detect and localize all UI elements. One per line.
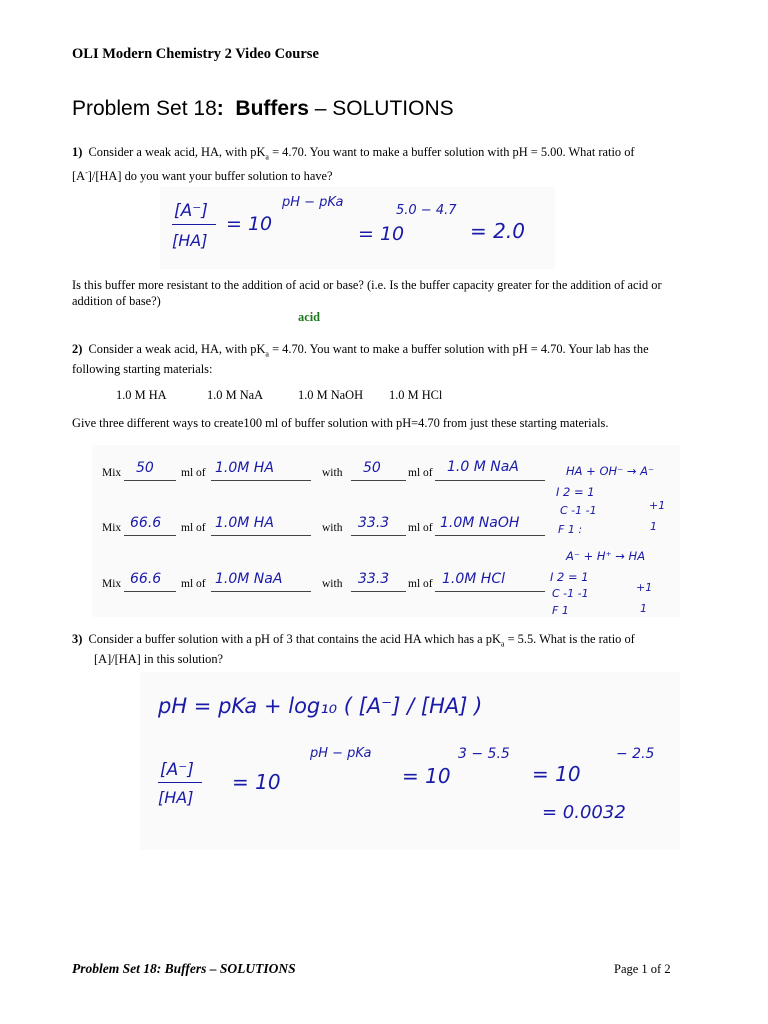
q3-hw-exp2: 3 − 5.5 bbox=[458, 746, 510, 762]
row1-volume-2: 50 bbox=[363, 460, 381, 476]
q3-text-c: [A]/[HA] in this solution? bbox=[94, 651, 224, 666]
row2-material-2: 1.0M NaOH bbox=[440, 515, 520, 531]
course-title: OLI Modern Chemistry 2 Video Course bbox=[72, 46, 319, 62]
ice1-change: C -1 -1 bbox=[560, 504, 597, 517]
row1-with-label: with bbox=[322, 467, 343, 479]
q1-hw-fraction-bar bbox=[172, 224, 216, 225]
q3-hw-denominator: [HA] bbox=[158, 788, 194, 807]
row3-volume-2: 33.3 bbox=[358, 571, 390, 587]
row3-mlof2-label: ml of bbox=[408, 578, 433, 590]
q1-handwritten-work bbox=[160, 187, 555, 269]
ice2-reaction: A⁻ + H⁺ → HA bbox=[566, 549, 646, 563]
q2-text-a: Consider a weak acid, HA, with pK bbox=[88, 342, 266, 356]
question-2-text bbox=[72, 342, 702, 377]
q3-hw-numerator: [A⁻] bbox=[160, 760, 194, 780]
title-topic: Buffers bbox=[235, 97, 309, 120]
q1-follow-b: addition of base?) bbox=[72, 293, 161, 308]
q1-text-a: Consider a weak acid, HA, with pK bbox=[88, 145, 266, 159]
row2-mlof2-label: ml of bbox=[408, 522, 433, 534]
ice1-reaction: HA + OH⁻ → A⁻ bbox=[566, 464, 655, 478]
ice2-change-right: +1 bbox=[636, 581, 653, 594]
title-colon: : bbox=[216, 97, 224, 120]
material-1: 1.0 M HA bbox=[116, 388, 167, 402]
q3-hw-exp3: − 2.5 bbox=[616, 746, 655, 762]
row2-mix-label: Mix bbox=[102, 522, 122, 534]
ice1-final-right: 1 bbox=[650, 520, 657, 533]
q1-hw-exp1: pH − pKa bbox=[282, 195, 344, 210]
q1-sup-c: - bbox=[85, 167, 88, 177]
q2-text-c: following starting materials: bbox=[72, 361, 213, 376]
q1-followup-text bbox=[72, 278, 702, 309]
q1-text-b: = 4.70. You want to make a buffer solution with pH = 5.00. What ratio of bbox=[268, 145, 635, 159]
q1-hw-eq1: = 10 bbox=[226, 213, 273, 235]
row1-mlof2-label: ml of bbox=[408, 467, 433, 479]
ice2-change: C -1 -1 bbox=[552, 587, 589, 600]
q3-hw-fraction-bar bbox=[158, 782, 202, 783]
q3-hw-eq2: = 10 bbox=[402, 764, 451, 788]
page-number: Page 1 of 2 bbox=[614, 962, 671, 976]
q1-text-d: ]/[HA] do you want your buffer solution to have? bbox=[87, 169, 333, 184]
row1-material-2: 1.0 M NaA bbox=[447, 459, 519, 475]
q1-hw-eq2: = 10 bbox=[358, 223, 405, 245]
q1-hw-exp2: 5.0 − 4.7 bbox=[396, 203, 457, 218]
question-1-number: 1) bbox=[72, 145, 83, 159]
question-3-number: 3) bbox=[72, 632, 83, 646]
row2-material-1: 1.0M HA bbox=[215, 515, 274, 531]
material-2: 1.0 M NaA bbox=[207, 388, 264, 402]
page-title bbox=[72, 97, 454, 121]
ice2-final-right: 1 bbox=[640, 602, 647, 615]
q3-sub-a: a bbox=[500, 639, 505, 649]
q1-follow-a: Is this buffer more resistant to the addition of acid or base? (i.e. Is the buffer capacity greater for the addition of acid or bbox=[72, 278, 662, 292]
title-suffix: – SOLUTIONS bbox=[308, 97, 454, 120]
q3-text-a: Consider a buffer solution with a pH of 3 that contains the acid HA which has a pK bbox=[88, 632, 501, 646]
q3-text-b: = 5.5. What is the ratio of bbox=[504, 632, 635, 646]
row1-mix-label: Mix bbox=[102, 467, 122, 479]
q3-hw-eq1: = 10 bbox=[232, 770, 281, 794]
q3-hw-eq3: = 10 bbox=[532, 762, 581, 786]
q1-hw-result: = 2.0 bbox=[470, 219, 525, 243]
row2-with-label: with bbox=[322, 522, 343, 534]
row2-mlof-label: ml of bbox=[181, 522, 206, 534]
question-1-text bbox=[72, 145, 702, 185]
footer-title: Problem Set 18: Buffers – SOLUTIONS bbox=[72, 961, 296, 976]
q2-prompt: Give three different ways to create100 ml of buffer solution with pH=4.70 from just these starting materials. bbox=[72, 416, 609, 430]
row3-with-label: with bbox=[322, 578, 343, 590]
q3-hw-result: = 0.0032 bbox=[542, 802, 626, 823]
title-prefix: Problem Set 18 bbox=[72, 97, 217, 120]
row3-material-2: 1.0M HCl bbox=[442, 571, 505, 587]
row3-mlof-label: ml of bbox=[181, 578, 206, 590]
row3-material-1: 1.0M NaA bbox=[215, 571, 283, 587]
row1-material-1: 1.0M HA bbox=[215, 460, 274, 476]
q1-hw-numerator: [A⁻] bbox=[174, 201, 208, 221]
q3-handwritten-work bbox=[140, 672, 680, 850]
q2-sub-a: a bbox=[265, 349, 269, 359]
ice2-final: F 1 bbox=[552, 604, 569, 617]
q1-hw-denominator: [HA] bbox=[172, 231, 208, 250]
row3-mix-label: Mix bbox=[102, 578, 122, 590]
row2-volume-1: 66.6 bbox=[130, 515, 162, 531]
question-3-text bbox=[72, 632, 702, 667]
row2-volume-2: 33.3 bbox=[358, 515, 390, 531]
row1-volume-1: 50 bbox=[136, 460, 154, 476]
ice1-change-right: +1 bbox=[649, 499, 666, 512]
row1-mlof-label: ml of bbox=[181, 467, 206, 479]
q1-sub-a: a bbox=[265, 152, 269, 162]
material-4: 1.0 M HCl bbox=[389, 388, 443, 402]
row3-volume-1: 66.6 bbox=[130, 571, 162, 587]
q3-hw-line1: pH = pKa + log₁₀ ( [A⁻] / [HA] ) bbox=[158, 694, 483, 718]
q1-answer: acid bbox=[298, 310, 321, 324]
q2-text-b: = 4.70. You want to make a buffer solution with pH = 4.70. Your lab has the bbox=[268, 342, 649, 356]
q3-hw-exp1: pH − pKa bbox=[310, 746, 372, 761]
ice1-final: F 1 : bbox=[558, 523, 583, 536]
ice2-initial: I 2 = 1 bbox=[550, 570, 589, 584]
q1-text-c: [A bbox=[72, 169, 86, 184]
ice1-initial: I 2 = 1 bbox=[556, 485, 595, 499]
question-2-number: 2) bbox=[72, 342, 83, 356]
material-3: 1.0 M NaOH bbox=[298, 388, 364, 402]
